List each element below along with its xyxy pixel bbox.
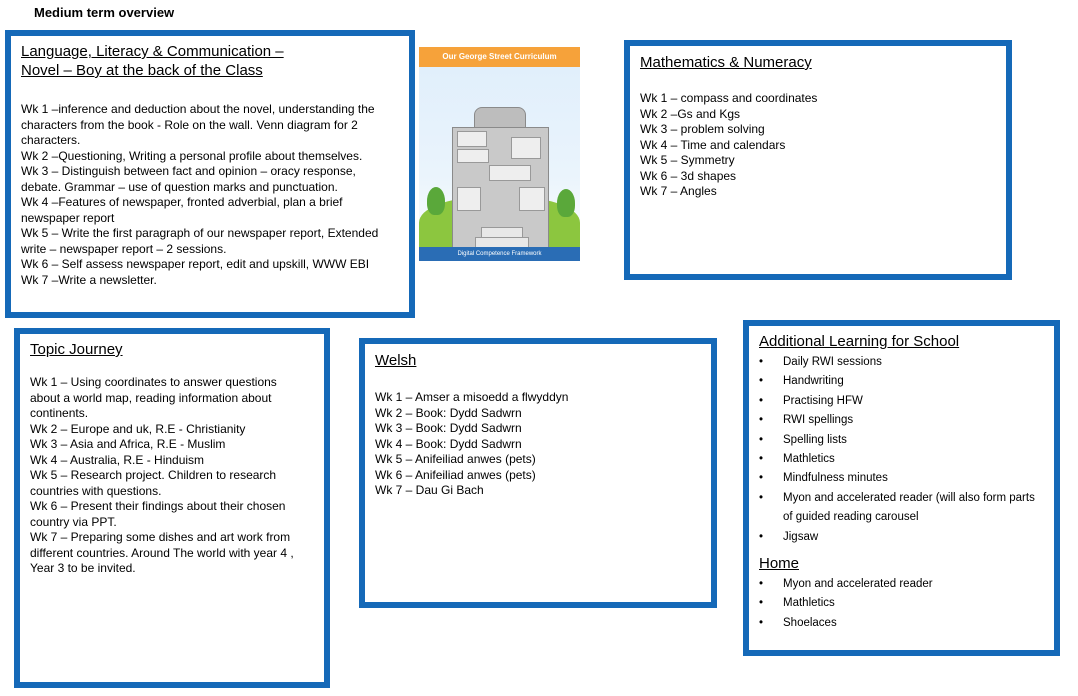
maths-line: Wk 2 –Gs and Kgs: [640, 106, 741, 121]
literacy-line: Wk 1 –inference and deduction about the novel, understanding the: [21, 102, 375, 116]
topic-line: Wk 4 – Australia, R.E - Hinduism: [30, 452, 205, 467]
poster-room: [511, 137, 541, 159]
welsh-title: Welsh: [375, 352, 417, 369]
welsh-line: Wk 5 – Anifeiliad anwes (pets): [375, 452, 536, 466]
literacy-line: Wk 3 – Distinguish between fact and opinion – oracy response,: [21, 164, 356, 178]
list-item: • Mathletics: [759, 450, 1044, 469]
additional-list: [759, 353, 1044, 547]
topic-body: [30, 375, 314, 577]
poster-base: [419, 247, 580, 261]
list-item: • Shoelaces: [759, 614, 1044, 633]
welsh-body: [375, 390, 701, 499]
literacy-line: Wk 2 –Questioning, Writing a personal profile about themselves.: [21, 148, 363, 163]
maths-line: Wk 3 – problem solving: [640, 122, 765, 136]
topic-line: countries with questions.: [30, 483, 162, 498]
home-list: [759, 575, 1044, 633]
literacy-title-line-1: Language, Literacy & Communication –: [21, 43, 284, 60]
poster-title: Our George Street Curriculum: [442, 52, 557, 61]
maths-line: Wk 7 – Angles: [640, 184, 717, 198]
maths-title: Mathematics & Numeracy: [640, 54, 812, 71]
page-title: Medium term overview: [34, 5, 175, 20]
welsh-line: Wk 7 – Dau Gi Bach: [375, 483, 484, 497]
topic-line: Wk 6 – Present their findings about their chosen: [30, 499, 286, 513]
welsh-line: Wk 3 – Book: Dydd Sadwrn: [375, 421, 522, 435]
literacy-box: [5, 30, 415, 318]
topic-line: Year 3 to be invited.: [30, 561, 136, 575]
literacy-line: Wk 4 –Features of newspaper, fronted adverbial, plan a brief: [21, 195, 343, 209]
maths-line: Wk 5 – Symmetry: [640, 153, 735, 167]
list-item: • Handwriting: [759, 372, 1044, 391]
welsh-box: [359, 338, 717, 608]
welsh-line: Wk 6 – Anifeiliad anwes (pets): [375, 467, 536, 482]
list-item: • RWI spellings: [759, 411, 1044, 430]
poster-room: [457, 131, 487, 147]
literacy-line: write – newspaper report – 2 sessions.: [21, 241, 227, 256]
additional-learning-box: [743, 320, 1060, 656]
maths-line: Wk 4 – Time and calendars: [640, 137, 786, 152]
list-item: • Mindfulness minutes: [759, 469, 1044, 488]
list-item: • Spelling lists: [759, 431, 1044, 450]
literacy-line: characters.: [21, 133, 81, 147]
literacy-body: [21, 102, 399, 288]
list-item: • Myon and accelerated reader (will also form parts of guided reading carousel: [759, 489, 1044, 528]
list-item: • Practising HFW: [759, 392, 1044, 411]
poster-tree: [427, 187, 445, 215]
list-item: • Jigsaw: [759, 528, 1044, 547]
literacy-title-line-2: Novel – Boy at the back of the Class: [21, 62, 263, 79]
welsh-line: Wk 4 – Book: Dydd Sadwrn: [375, 436, 522, 451]
topic-line: Wk 7 – Preparing some dishes and art work from: [30, 530, 291, 544]
topic-line: Wk 1 – Using coordinates to answer questions: [30, 375, 277, 389]
topic-line: Wk 2 – Europe and uk, R.E - Christianity: [30, 421, 246, 436]
welsh-line: Wk 2 – Book: Dydd Sadwrn: [375, 405, 522, 420]
welsh-line: Wk 1 – Amser a misoedd a flwyddyn: [375, 390, 569, 404]
poster-footer: Digital Competence Framework: [457, 251, 542, 257]
topic-line: continents.: [30, 406, 89, 420]
topic-box: [14, 328, 330, 688]
literacy-line: Wk 6 – Self assess newspaper report, edit and upskill, WWW EBI: [21, 257, 370, 271]
literacy-line: characters from the book - Role on the wall. Venn diagram for 2: [21, 117, 358, 132]
maths-box: [624, 40, 1012, 280]
list-item: • Mathletics: [759, 594, 1044, 613]
literacy-line: newspaper report: [21, 210, 115, 225]
poster-room: [519, 187, 545, 211]
poster-tree: [557, 189, 575, 217]
poster-room: [457, 149, 489, 163]
topic-line: different countries. Around The world with year 4 ,: [30, 545, 294, 560]
additional-title: Additional Learning for School: [759, 333, 960, 350]
home-title: Home: [759, 555, 800, 573]
literacy-title: [21, 42, 399, 80]
topic-line: Wk 5 – Research project. Children to research: [30, 468, 277, 482]
list-item: • Myon and accelerated reader: [759, 575, 1044, 594]
curriculum-poster-image: [419, 47, 580, 261]
poster-room: [489, 165, 531, 181]
list-item: • Daily RWI sessions: [759, 353, 1044, 372]
literacy-line: Wk 5 – Write the first paragraph of our newspaper report, Extended: [21, 226, 379, 240]
maths-body: [640, 91, 996, 200]
literacy-line: debate. Grammar – use of question marks and punctuation.: [21, 179, 338, 194]
literacy-line: Wk 7 –Write a newsletter.: [21, 272, 157, 287]
poster-room: [457, 187, 481, 211]
topic-line: about a world map, reading information about: [30, 390, 272, 405]
maths-line: Wk 1 – compass and coordinates: [640, 91, 818, 105]
topic-line: Wk 3 – Asia and Africa, R.E - Muslim: [30, 437, 226, 451]
topic-title: Topic Journey: [30, 341, 123, 358]
maths-line: Wk 6 – 3d shapes: [640, 168, 737, 183]
poster-banner: [419, 47, 580, 67]
topic-line: country via PPT.: [30, 514, 117, 529]
